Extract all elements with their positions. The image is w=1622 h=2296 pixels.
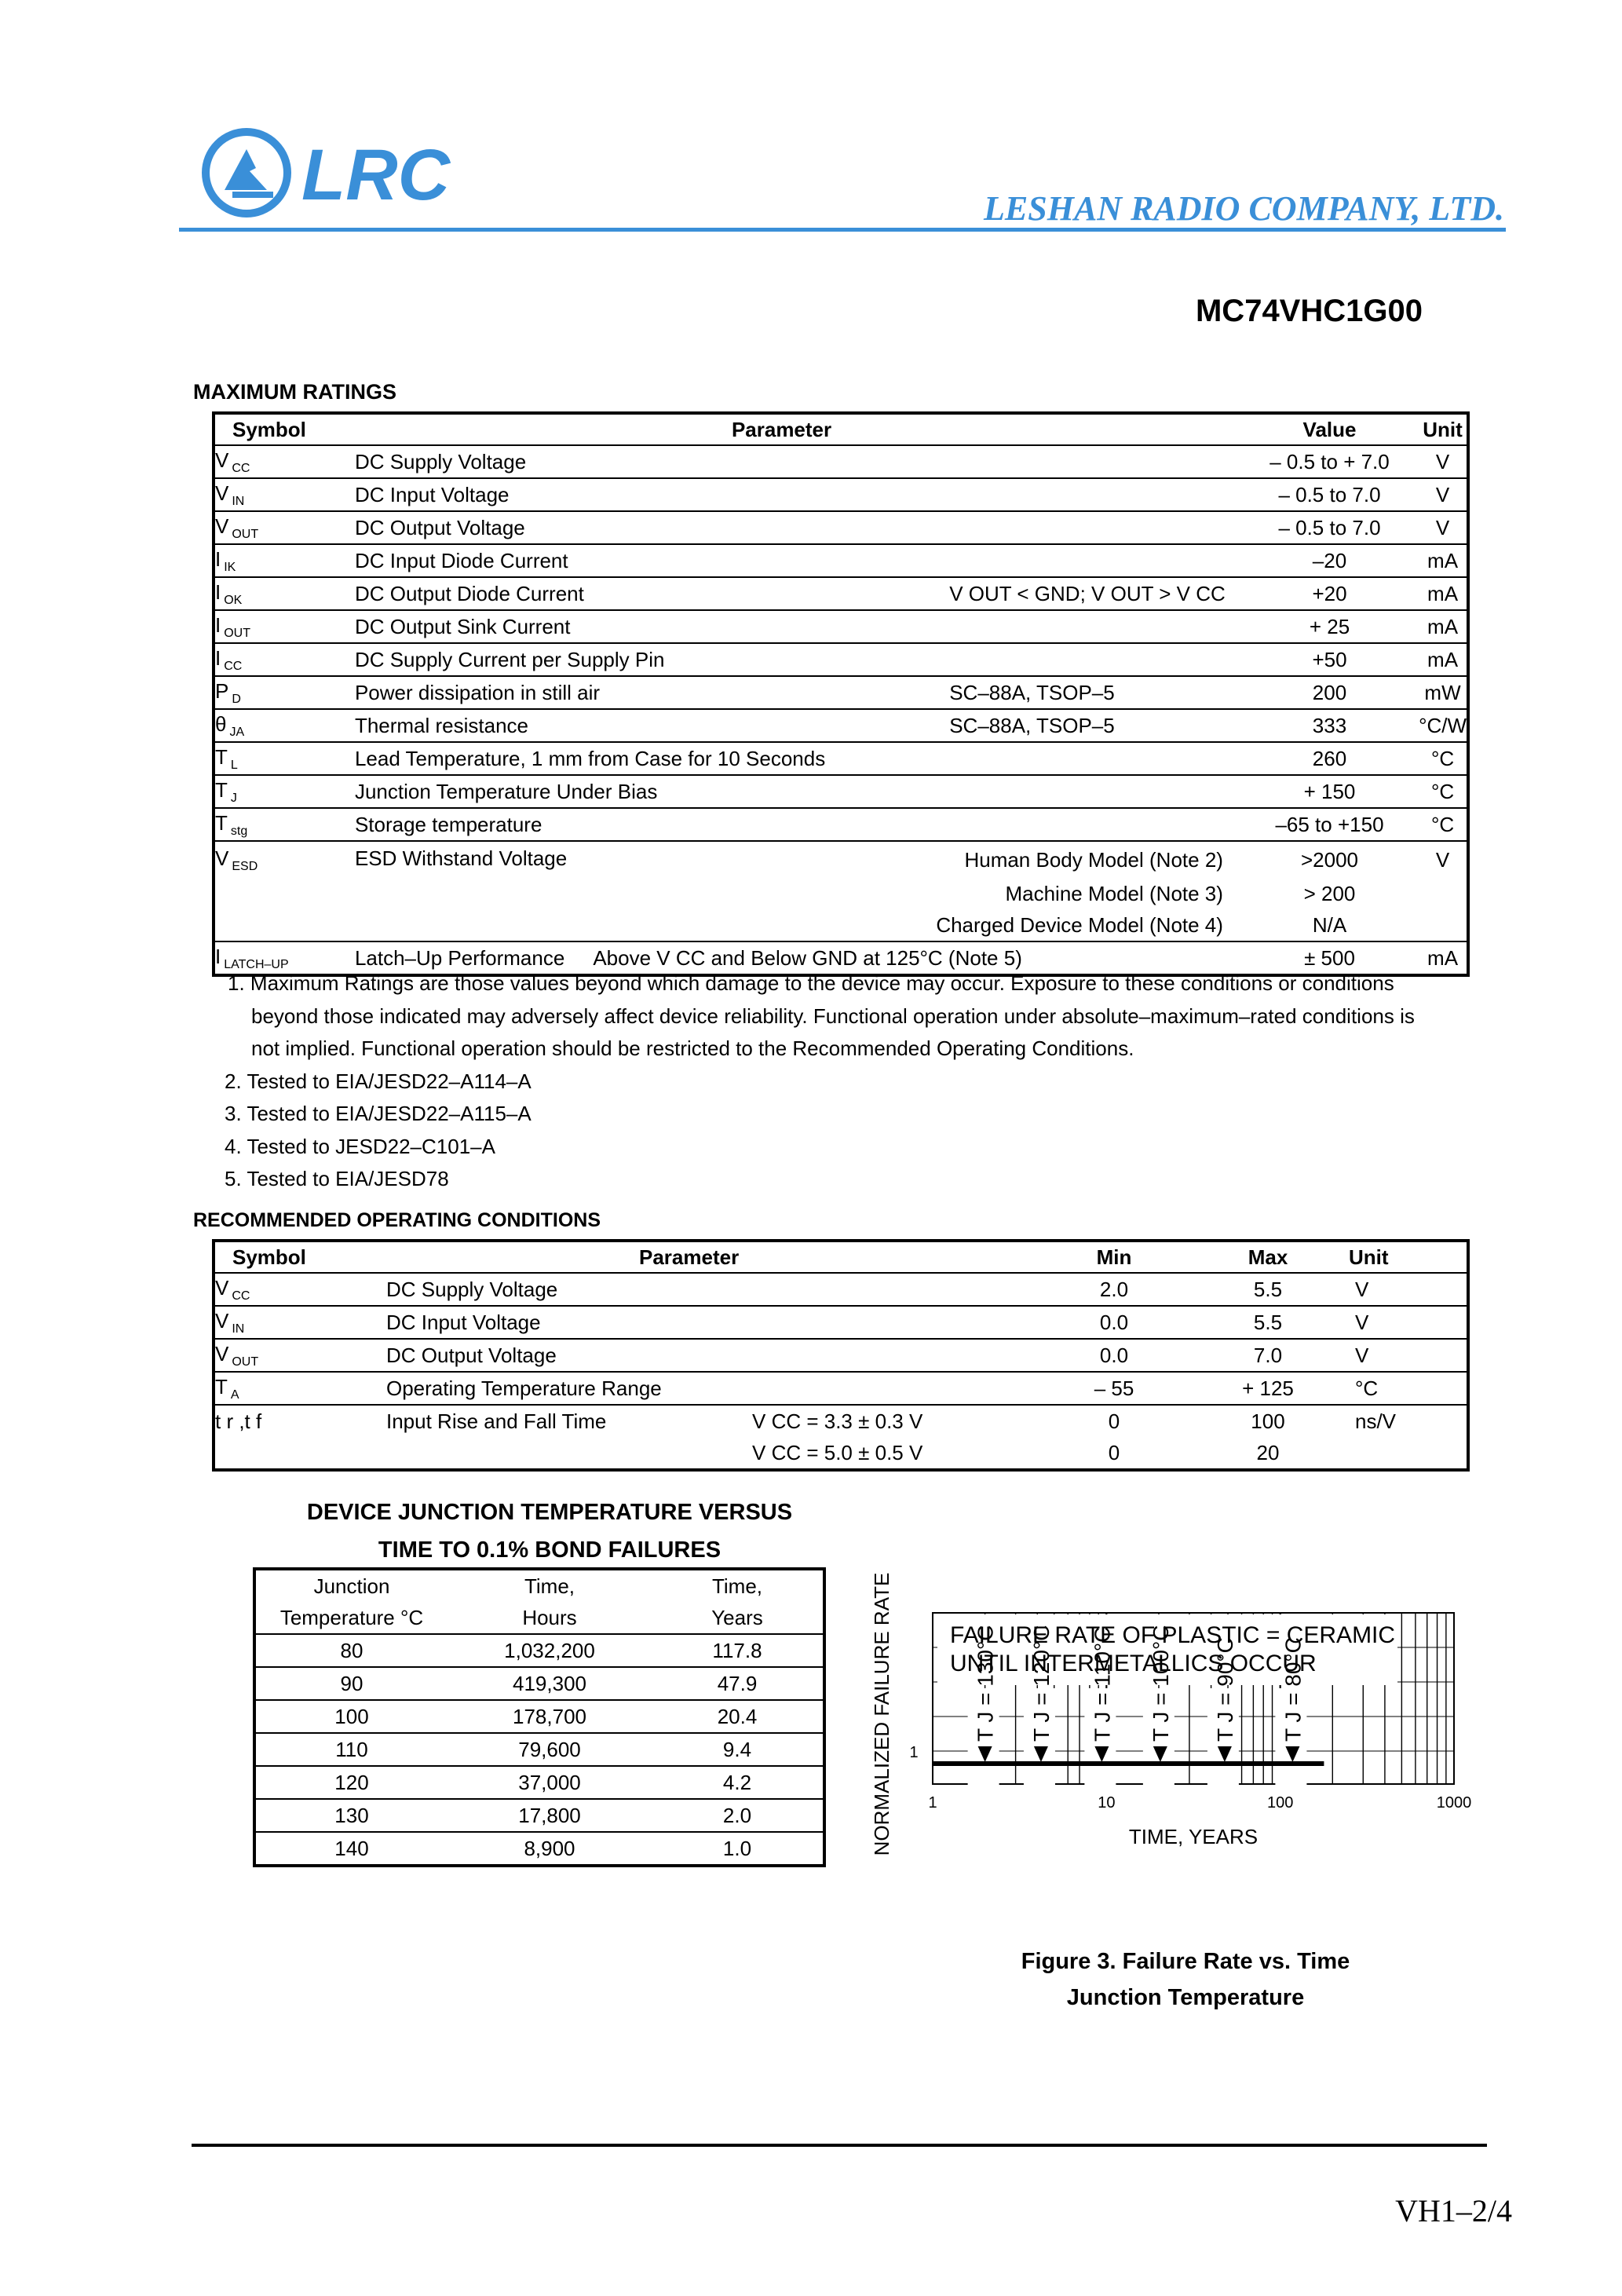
x-axis-title: TIME, YEARS — [1128, 1825, 1259, 1848]
value-cell: + 150 — [1303, 779, 1356, 803]
empty-cell — [214, 909, 355, 941]
figure-subcaption: Junction Temperature — [1066, 1985, 1305, 2010]
y-tick-label: 1 — [909, 1744, 919, 1761]
unit-cell: V — [1435, 847, 1450, 872]
parameter-cell — [355, 643, 825, 676]
hours-cell: 8,900 — [524, 1836, 575, 1860]
col-unit: Unit — [1423, 417, 1463, 441]
table-row — [254, 1799, 824, 1832]
unit-cell — [1344, 1437, 1468, 1470]
part-number: MC74VHC1G00 — [1195, 294, 1423, 328]
symbol-text: V — [215, 448, 229, 472]
marker-label: T J = 130°C — [973, 1625, 998, 1742]
parameter-text: Latch–Up Performance — [354, 945, 565, 970]
parameter-cell — [355, 511, 825, 544]
symbol-cell — [214, 544, 355, 577]
unit-cell: V — [1435, 482, 1450, 506]
col-parameter: Parameter — [639, 1245, 740, 1269]
parameter-cell — [355, 808, 825, 841]
max-cell: 7.0 — [1253, 1343, 1283, 1367]
unit-cell: mA — [1427, 548, 1459, 572]
col-symbol: Symbol — [232, 417, 306, 441]
symbol-subscript: OUT — [232, 527, 259, 541]
table-row — [254, 1832, 824, 1866]
min-cell: – 55 — [1094, 1376, 1134, 1400]
table-row — [214, 511, 1468, 544]
symbol-cell — [214, 1372, 386, 1405]
value-cell: 260 — [1312, 746, 1347, 770]
unit-cell: ns/V — [1355, 1409, 1397, 1433]
symbol-text: T — [215, 777, 228, 802]
x-tick-label: 1 — [928, 1794, 937, 1812]
table-row — [214, 1405, 1468, 1437]
condition-cell: V CC = 5.0 ± 0.5 V — [752, 1440, 923, 1464]
note-1: 1. Maximum Ratings are those values beyond which damage to the device may occur. Exposure to these conditions or conditions — [228, 971, 1394, 995]
x-tick-label: 1000 — [1436, 1794, 1472, 1812]
min-cell: 0 — [1108, 1440, 1120, 1464]
condition-cell — [825, 544, 1240, 577]
unit-cell: V — [1355, 1310, 1369, 1334]
temp-cell: 130 — [334, 1803, 369, 1827]
company-name: LESHAN RADIO COMPANY, LTD. — [984, 189, 1504, 228]
unit-cell: °C — [1430, 779, 1455, 803]
unit-cell: V — [1435, 449, 1450, 473]
x-tick-label: 10 — [1098, 1794, 1116, 1812]
symbol-cell — [214, 445, 355, 478]
symbol-cell — [214, 676, 355, 709]
symbol-cell — [214, 841, 355, 878]
min-cell: 0 — [1108, 1409, 1120, 1433]
min-cell: 0.0 — [1099, 1310, 1129, 1334]
note-2: 2. Tested to EIA/JESD22–A114–A — [225, 1069, 532, 1093]
roc-table — [212, 1239, 1470, 1472]
unit-cell — [1419, 909, 1468, 941]
symbol-text: P — [215, 678, 229, 703]
symbol-text: V — [215, 1308, 229, 1333]
symbol-cell: t r ,t f — [215, 1409, 262, 1433]
unit-cell — [1419, 878, 1468, 909]
condition-cell — [825, 511, 1240, 544]
parameter-cell — [355, 478, 825, 511]
parameter-text: DC Input Diode Current — [354, 548, 568, 572]
bond-h-temp: Temperature °C — [279, 1605, 424, 1629]
value-cell: 200 — [1312, 680, 1347, 704]
col-symbol: Symbol — [232, 1245, 306, 1269]
symbol-cell — [214, 610, 355, 643]
marker-label: T J = 90°C — [1212, 1637, 1237, 1742]
annotation-line-2: UNTIL INTERMETALLICS OCCUR — [950, 1651, 1317, 1676]
symbol-text: V — [215, 514, 229, 538]
empty-cell — [355, 909, 825, 941]
symbol-text: I — [215, 612, 221, 637]
table-header-row — [214, 413, 1468, 445]
parameter-cell — [355, 544, 825, 577]
esd-model: Human Body Model (Note 2) — [964, 847, 1223, 872]
parameter-text: Lead Temperature, 1 mm from Case for 10 Seconds — [354, 746, 826, 770]
parameter-cell — [355, 610, 825, 643]
unit-cell: °C — [1430, 746, 1455, 770]
max-cell: 20 — [1256, 1440, 1280, 1464]
value-cell: N/A — [1312, 912, 1347, 937]
years-cell: 9.4 — [722, 1737, 752, 1761]
symbol-subscript: OUT — [232, 1355, 259, 1369]
symbol-cell — [214, 1306, 386, 1339]
col-unit: Unit — [1349, 1245, 1389, 1269]
table-row — [214, 610, 1468, 643]
symbol-cell — [214, 1273, 386, 1306]
lrc-logo — [201, 127, 484, 221]
value-cell: – 0.5 to + 7.0 — [1269, 449, 1390, 473]
bond-header-row-1 — [254, 1569, 824, 1602]
parameter-cell — [355, 775, 825, 808]
temp-cell: 140 — [334, 1836, 369, 1860]
parameter-cell — [355, 577, 825, 610]
years-cell: 117.8 — [712, 1638, 762, 1662]
bond-h-time-hours: Time, — [524, 1574, 575, 1598]
symbol-subscript: IN — [232, 1322, 245, 1336]
symbol-cell — [214, 808, 355, 841]
symbol-subscript: A — [230, 1387, 239, 1402]
max-cell: 5.5 — [1253, 1277, 1283, 1301]
symbol-text: I — [215, 547, 221, 571]
value-cell: >2000 — [1300, 847, 1359, 872]
min-cell: 2.0 — [1099, 1277, 1129, 1301]
condition-text: Above V CC and Below GND at 125°C (Note 5) — [593, 945, 1022, 970]
max-cell: 100 — [1251, 1409, 1285, 1433]
note-1-cont: beyond those indicated may adversely affect device reliability. Functional operation under absolute–maximum–rated conditions is — [251, 1004, 1415, 1028]
symbol-text: V — [215, 1275, 229, 1300]
table-row — [214, 841, 1468, 878]
bond-header-row-2 — [254, 1602, 824, 1634]
empty-cell — [214, 1437, 386, 1470]
unit-cell: mA — [1427, 647, 1459, 671]
table-row — [214, 577, 1468, 610]
value-cell: + 25 — [1309, 614, 1350, 638]
note-3: 3. Tested to EIA/JESD22–A115–A — [225, 1102, 532, 1125]
temp-cell: 110 — [335, 1737, 368, 1761]
symbol-text: V — [215, 481, 229, 505]
years-cell: 4.2 — [722, 1770, 752, 1794]
symbol-text: T — [215, 1374, 228, 1398]
condition-cell — [825, 808, 1240, 841]
symbol-subscript: JA — [229, 725, 245, 739]
symbol-subscript: stg — [230, 824, 248, 838]
parameter-text: DC Output Diode Current — [354, 581, 584, 605]
table-row — [214, 478, 1468, 511]
temp-cell: 80 — [340, 1638, 363, 1662]
table-row — [214, 878, 1468, 909]
empty-cell — [386, 1437, 736, 1470]
symbol-subscript: OUT — [224, 626, 251, 640]
symbol-subscript: CC — [232, 461, 250, 475]
symbol-text: V — [215, 1341, 229, 1366]
parameter-cell — [355, 445, 825, 478]
parameter-text: DC Input Voltage — [354, 482, 510, 506]
parameter-cell: DC Input Voltage — [386, 1310, 541, 1334]
table-row — [254, 1700, 824, 1733]
symbol-text: V — [215, 846, 229, 870]
marker-label: T J = 100°C — [1148, 1625, 1173, 1742]
value-cell: +50 — [1312, 647, 1347, 671]
unit-cell: mA — [1427, 614, 1459, 638]
symbol-cell — [214, 775, 355, 808]
table-row — [214, 643, 1468, 676]
symbol-cell — [214, 577, 355, 610]
max-cell: 5.5 — [1253, 1310, 1283, 1334]
condition-cell — [825, 445, 1240, 478]
table-row — [214, 808, 1468, 841]
parameter-text: Junction Temperature Under Bias — [354, 779, 658, 803]
bond-table — [253, 1567, 826, 1867]
min-cell: 0.0 — [1099, 1343, 1129, 1367]
symbol-subscript: IK — [224, 560, 236, 574]
temp-cell: 90 — [340, 1671, 363, 1695]
symbol-text: T — [215, 744, 228, 769]
col-min: Min — [1096, 1245, 1132, 1269]
symbol-cell — [214, 709, 355, 742]
notes — [225, 967, 1415, 1196]
table-row — [214, 775, 1468, 808]
esd-model: Charged Device Model (Note 4) — [936, 912, 1223, 937]
hours-cell: 178,700 — [513, 1704, 586, 1728]
years-cell: 1.0 — [722, 1836, 752, 1860]
condition-cell — [825, 643, 1240, 676]
unit-cell: V — [1435, 515, 1450, 539]
empty-cell — [214, 878, 355, 909]
parameter-text: Storage temperature — [354, 812, 542, 836]
bond-h-junction: Junction — [313, 1574, 390, 1598]
table-row — [214, 676, 1468, 709]
bond-title-1: DEVICE JUNCTION TEMPERATURE VERSUS — [306, 1500, 793, 1525]
value-cell: –20 — [1312, 548, 1347, 572]
symbol-subscript: CC — [232, 1289, 250, 1303]
condition-cell: V CC = 3.3 ± 0.3 V — [752, 1409, 923, 1433]
value-cell: +20 — [1312, 581, 1347, 605]
table-row — [214, 544, 1468, 577]
hours-cell: 17,800 — [518, 1803, 581, 1827]
unit-cell: V — [1355, 1277, 1369, 1301]
symbol-text: θ — [215, 711, 227, 736]
table-row — [254, 1667, 824, 1700]
unit-cell: mW — [1424, 680, 1461, 704]
temp-cell: 120 — [334, 1770, 369, 1794]
symbol-subscript: J — [230, 791, 237, 805]
parameter-text: DC Supply Voltage — [354, 449, 527, 473]
note-1-cont2: not implied. Functional operation should be restricted to the Recommended Operating Conditions. — [251, 1036, 1134, 1060]
unit-cell: mA — [1427, 945, 1459, 970]
symbol-subscript: ESD — [232, 859, 258, 873]
value-cell: – 0.5 to 7.0 — [1278, 515, 1381, 539]
max-ratings-title: MAXIMUM RATINGS — [193, 380, 396, 404]
bond-h-hours: Hours — [522, 1605, 577, 1629]
condition-cell — [736, 1273, 1036, 1306]
symbol-cell — [214, 478, 355, 511]
condition-cell — [825, 478, 1240, 511]
symbol-text: T — [215, 810, 228, 835]
symbol-cell — [214, 1339, 386, 1372]
condition-cell — [825, 742, 1240, 775]
symbol-cell — [214, 742, 355, 775]
table-row — [214, 1273, 1468, 1306]
parameter-text: DC Supply Current per Supply Pin — [354, 647, 665, 671]
unit-cell: °C — [1355, 1376, 1379, 1400]
col-parameter: Parameter — [731, 417, 832, 441]
symbol-subscript: D — [232, 692, 241, 706]
symbol-text: I — [215, 579, 221, 604]
condition-cell — [825, 610, 1240, 643]
value-cell: ± 500 — [1304, 945, 1355, 970]
max-ratings-table — [212, 411, 1470, 977]
condition-cell — [736, 1306, 1036, 1339]
bond-h-time-years: Time, — [711, 1574, 763, 1598]
bond-title-2: TIME TO 0.1% BOND FAILURES — [378, 1537, 721, 1563]
parameter-cell: DC Output Voltage — [386, 1343, 557, 1367]
unit-cell: °C — [1430, 812, 1455, 836]
marker-label: T J = 110°C — [1090, 1626, 1115, 1742]
parameter-text: Power dissipation in still air — [354, 680, 601, 704]
symbol-text: I — [215, 645, 221, 670]
parameter-text: DC Output Voltage — [354, 515, 525, 539]
annotation-line-1: FAILURE RATE OF PLASTIC = CERAMIC — [950, 1622, 1396, 1648]
parameter-text: DC Output Sink Current — [354, 614, 571, 638]
value-cell: > 200 — [1303, 881, 1356, 905]
parameter-cell: DC Supply Voltage — [386, 1277, 558, 1301]
col-value: Value — [1302, 417, 1357, 441]
parameter-cell — [355, 709, 825, 742]
table-row — [214, 1339, 1468, 1372]
symbol-cell — [214, 643, 355, 676]
condition-cell: SC–88A, TSOP–5 — [949, 713, 1115, 737]
unit-cell: °C/W — [1419, 713, 1467, 737]
footer-rule — [192, 2144, 1487, 2147]
hours-cell: 1,032,200 — [504, 1638, 595, 1662]
temp-cell: 100 — [334, 1704, 369, 1728]
page-number: VH1–2/4 — [1395, 2193, 1512, 2228]
hours-cell: 79,600 — [518, 1737, 581, 1761]
esd-model: Machine Model (Note 3) — [1005, 881, 1223, 905]
max-cell: + 125 — [1242, 1376, 1294, 1400]
value-cell: –65 to +150 — [1275, 812, 1384, 836]
table-header-row — [214, 1241, 1468, 1273]
symbol-subscript: IN — [232, 494, 245, 508]
symbol-cell — [214, 511, 355, 544]
symbol-subscript: OK — [224, 593, 243, 607]
table-row — [254, 1634, 824, 1667]
unit-cell: V — [1355, 1343, 1369, 1367]
years-cell: 2.0 — [722, 1803, 752, 1827]
parameter-cell: Operating Temperature Range — [386, 1376, 662, 1400]
table-row — [214, 445, 1468, 478]
symbol-subscript: CC — [224, 659, 243, 673]
x-tick-label: 100 — [1266, 1794, 1294, 1812]
failure-rate-chart — [856, 1563, 1515, 1932]
table-row — [214, 742, 1468, 775]
condition-cell — [736, 1372, 1036, 1405]
logo-text: LRC — [301, 135, 451, 215]
parameter-cell — [355, 676, 825, 709]
value-cell: 333 — [1312, 713, 1347, 737]
parameter-cell: ESD Withstand Voltage — [354, 846, 568, 870]
table-row — [214, 1437, 1468, 1470]
table-row — [214, 909, 1468, 941]
condition-cell: V OUT < GND; V OUT > V CC — [949, 581, 1226, 605]
symbol-text: I — [215, 944, 221, 968]
table-row — [254, 1766, 824, 1799]
bond-h-years: Years — [711, 1605, 763, 1629]
condition-cell — [825, 775, 1240, 808]
marker-label: T J = 80°C — [1280, 1637, 1306, 1742]
symbol-subscript: L — [230, 758, 238, 772]
hours-cell: 37,000 — [518, 1770, 581, 1794]
header-rule — [179, 228, 1506, 232]
table-row — [254, 1733, 824, 1766]
symbol-subscript: LATCH–UP — [224, 957, 289, 971]
y-axis-title: NORMALIZED FAILURE RATE — [870, 1572, 893, 1856]
unit-cell: mA — [1427, 581, 1459, 605]
table-row — [214, 709, 1468, 742]
roc-title: RECOMMENDED OPERATING CONDITIONS — [193, 1209, 601, 1231]
parameter-cell: Input Rise and Fall Time — [386, 1409, 607, 1433]
parameter-cell — [355, 742, 825, 775]
col-max: Max — [1248, 1245, 1288, 1269]
empty-cell — [355, 878, 825, 909]
note-4: 4. Tested to JESD22–C101–A — [225, 1134, 495, 1158]
hours-cell: 419,300 — [513, 1671, 586, 1695]
marker-label: T J = 120°C — [1028, 1625, 1054, 1742]
table-row — [214, 1306, 1468, 1339]
condition-cell — [736, 1339, 1036, 1372]
note-5: 5. Tested to EIA/JESD78 — [225, 1167, 449, 1190]
years-cell: 20.4 — [717, 1704, 758, 1728]
table-row — [214, 1372, 1468, 1405]
condition-cell: SC–88A, TSOP–5 — [949, 680, 1115, 704]
value-cell: – 0.5 to 7.0 — [1278, 482, 1381, 506]
parameter-text: Thermal resistance — [354, 713, 529, 737]
figure-caption: Figure 3. Failure Rate vs. Time — [1021, 1949, 1350, 1974]
years-cell: 47.9 — [717, 1671, 758, 1695]
